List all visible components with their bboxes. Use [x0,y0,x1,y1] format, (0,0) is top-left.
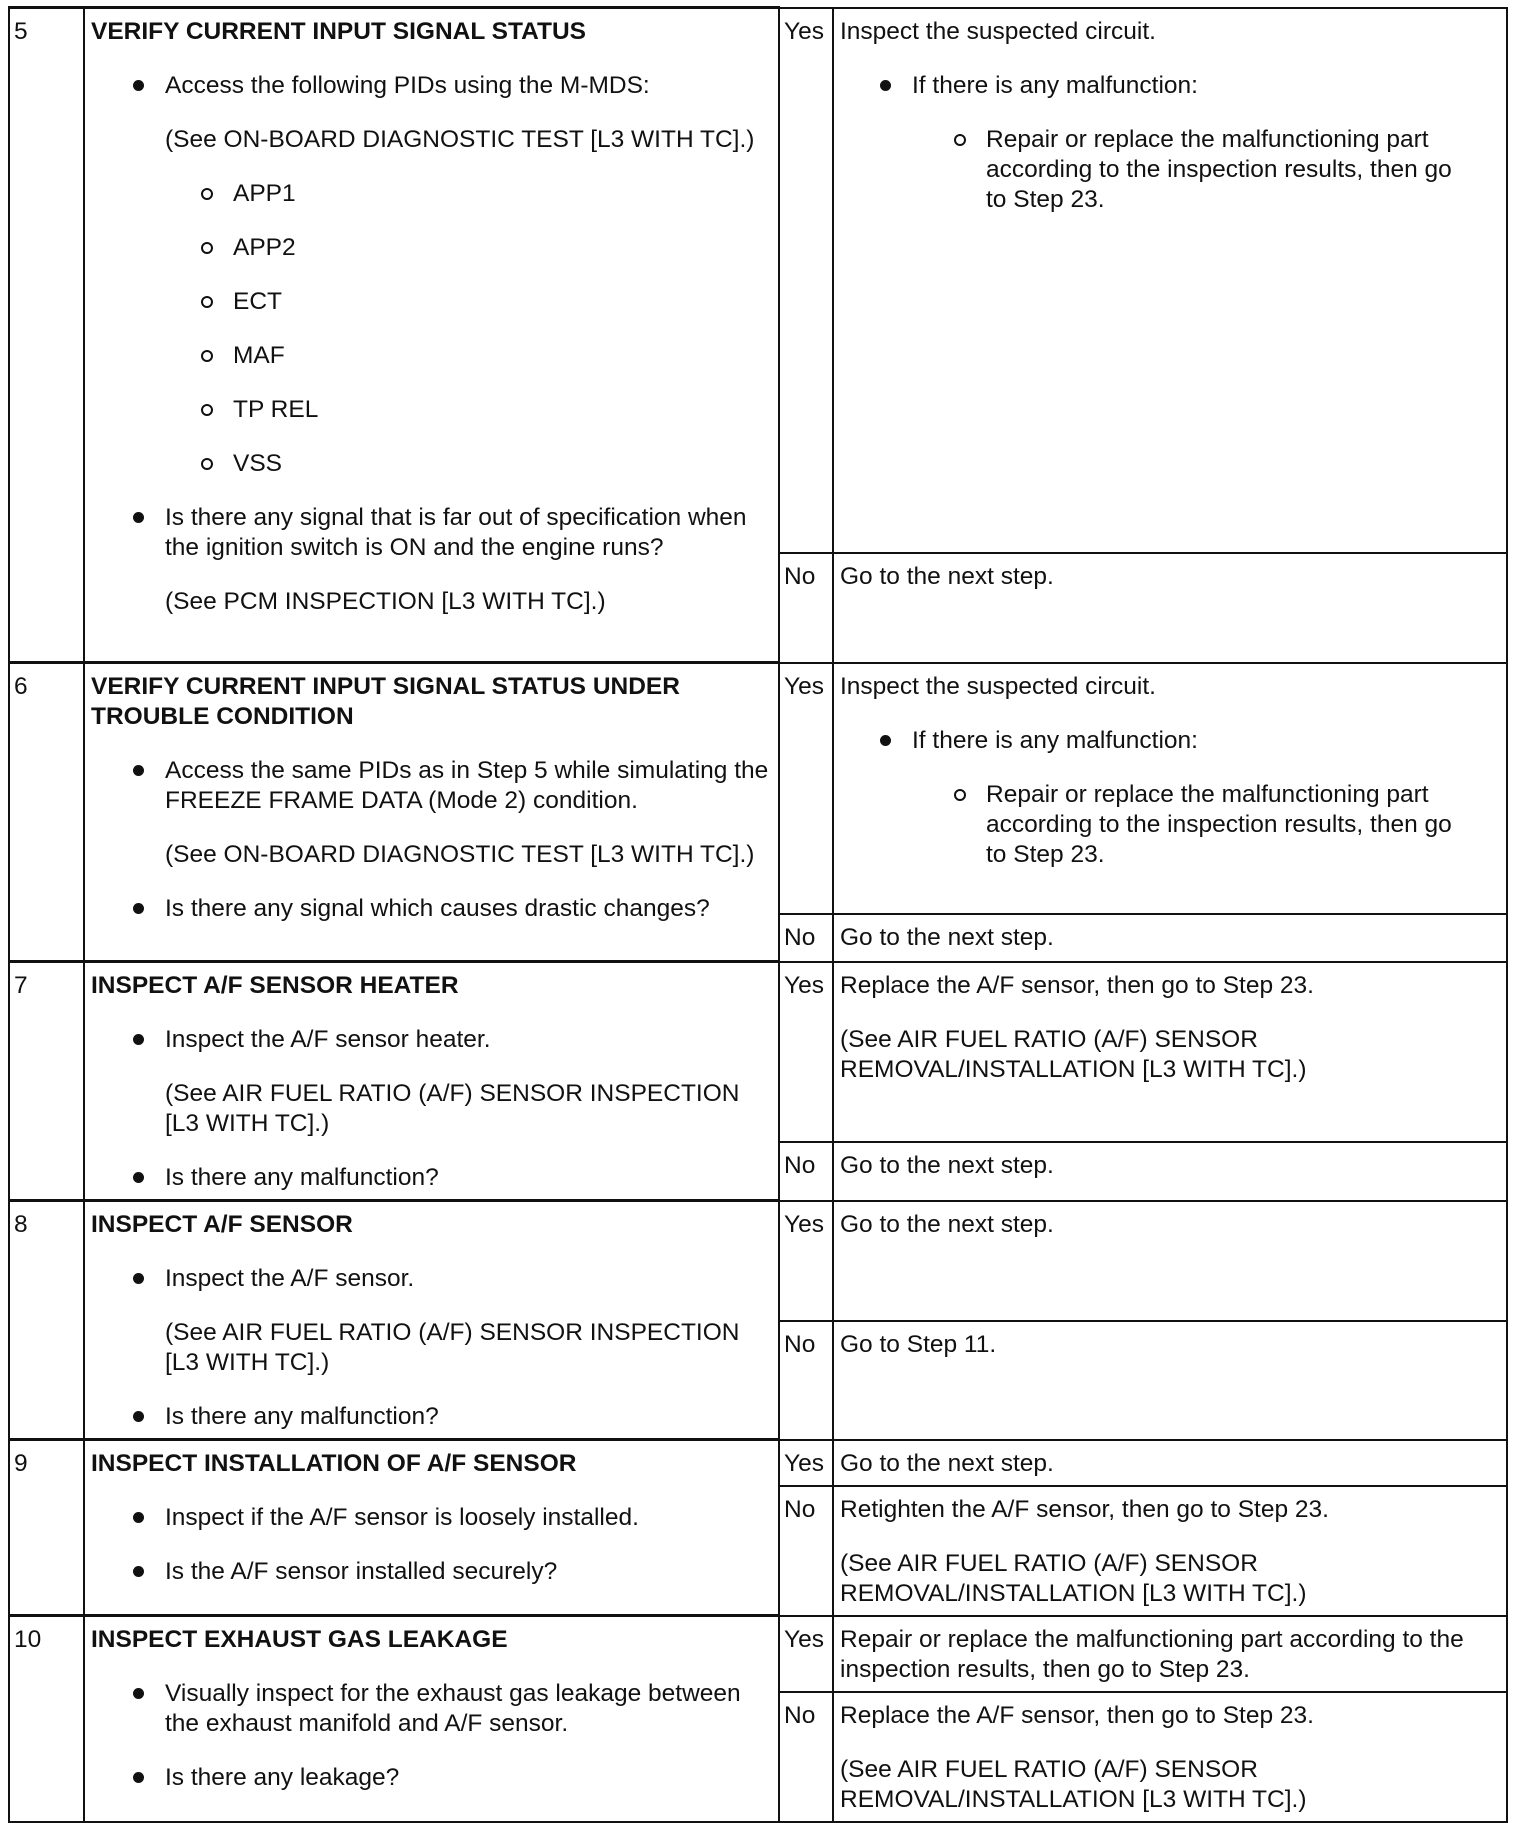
reference-note: (See AIR FUEL RATIO (A/F) SENSOR INSPECTION [L3 WITH TC].) [165,1319,740,1376]
bullet-circle-icon [201,458,213,470]
bullet-dot-icon [880,80,891,91]
action-list [91,1025,772,1193]
action-text: Inspect if the A/F sensor is loosely installed. [165,1504,639,1531]
action-item [131,503,772,617]
pid-item [201,233,772,263]
step-procedure [84,8,779,663]
reference-note: (See PCM INSPECTION [L3 WITH TC].) [165,588,606,615]
bullet-dot-icon [133,1273,144,1284]
action-text: Is there any signal that is far out of specification when the ignition switch is ON and the engine runs? [165,504,747,561]
step-8-row [9,1201,1507,1322]
answer-no-label: No [779,1692,833,1822]
step-title: INSPECT A/F SENSOR HEATER [91,972,459,999]
action-text: Is the A/F sensor installed securely? [165,1558,558,1585]
action-text: Inspect the A/F sensor. [165,1265,415,1292]
pid-label: TP REL [233,396,319,423]
result-list [840,71,1500,215]
result-item [880,71,1500,215]
action-item [131,1163,772,1193]
bullet-dot-icon [133,903,144,914]
result-list [840,726,1500,870]
action-item [131,1025,772,1139]
answer-no-action: Go to the next step. [833,914,1507,962]
action-item [131,756,772,870]
pid-item [201,395,772,425]
bullet-dot-icon [133,1566,144,1577]
pid-item [201,287,772,317]
answer-yes-action [833,8,1507,553]
pid-label: APP1 [233,180,296,207]
reference-note: (See AIR FUEL RATIO (A/F) SENSOR REMOVAL/INSTALLATION [L3 WITH TC].) [840,1025,1307,1083]
bullet-dot-icon [133,1512,144,1523]
step-number: 6 [9,663,84,962]
answer-no-action: Go to the next step. [833,553,1507,663]
action-list [91,71,772,617]
answer-yes-action: Go to the next step. [833,1440,1507,1486]
answer-yes-label: Yes [779,8,833,553]
bullet-circle-icon [201,188,213,200]
pid-item [201,449,772,479]
pid-label: MAF [233,342,285,369]
result-text: Replace the A/F sensor, then go to Step 23. [840,1701,1314,1729]
pid-label: ECT [233,288,282,315]
pid-label: VSS [233,450,283,477]
result-item [880,726,1500,870]
step-7-row [9,962,1507,1142]
action-text: Access the following PIDs using the M-MDS: [165,72,650,99]
step-title: VERIFY CURRENT INPUT SIGNAL STATUS [91,18,587,45]
bullet-dot-icon [133,1772,144,1783]
step-5-row [9,8,1507,553]
pid-label: APP2 [233,234,296,261]
answer-no-action: Go to Step 11. [833,1321,1507,1440]
step-number: 8 [9,1201,84,1440]
result-subitem [954,780,1500,870]
answer-yes-action [833,663,1507,914]
bullet-circle-icon [954,789,966,801]
step-procedure [84,1201,779,1440]
action-item [131,1402,772,1432]
bullet-dot-icon [133,512,144,523]
step-number: 7 [9,962,84,1201]
bullet-circle-icon [954,134,966,146]
action-text: Is there any malfunction? [165,1403,439,1430]
result-subitem [954,125,1500,215]
step-procedure [84,663,779,962]
answer-yes-label: Yes [779,1440,833,1486]
answer-yes-label: Yes [779,962,833,1142]
bullet-circle-icon [201,242,213,254]
bullet-dot-icon [133,1172,144,1183]
action-text: Access the same PIDs as in Step 5 while simulating the FREEZE FRAME DATA (Mode 2) condition. [165,757,769,814]
action-item [131,1557,772,1587]
action-item [131,1503,772,1533]
bullet-circle-icon [201,296,213,308]
answer-no-label: No [779,553,833,663]
diagnostic-procedure-table [8,6,1508,1823]
bullet-circle-icon [201,404,213,416]
action-text: Is there any signal which causes drastic changes? [165,895,710,922]
result-subtext: Repair or replace the malfunctioning part according to the inspection results, then go to Step 23. [986,125,1452,213]
action-text: Is there any leakage? [165,1764,400,1791]
action-text: Visually inspect for the exhaust gas leakage between the exhaust manifold and A/F sensor. [165,1680,741,1737]
action-text: Inspect the A/F sensor heater. [165,1026,491,1053]
step-procedure [84,1440,779,1616]
step-procedure [84,962,779,1201]
step-title: INSPECT INSTALLATION OF A/F SENSOR [91,1450,577,1477]
action-list [91,1264,772,1432]
result-text: Replace the A/F sensor, then go to Step 23. [840,971,1314,999]
action-list [91,756,772,924]
reference-note: (See ON-BOARD DIAGNOSTIC TEST [L3 WITH TC].) [165,126,755,153]
answer-no-action [833,1486,1507,1616]
result-text: Inspect the suspected circuit. [840,17,1156,45]
result-condition: If there is any malfunction: [912,71,1198,99]
bullet-circle-icon [201,350,213,362]
result-sublist [912,780,1500,870]
answer-yes-action [833,962,1507,1142]
answer-yes-label: Yes [779,663,833,914]
answer-yes-label: Yes [779,1616,833,1692]
reference-note: (See AIR FUEL RATIO (A/F) SENSOR INSPECTION [L3 WITH TC].) [165,1080,740,1137]
bullet-dot-icon [133,1411,144,1422]
action-list [91,1679,772,1793]
answer-no-label: No [779,1486,833,1616]
step-title: VERIFY CURRENT INPUT SIGNAL STATUS UNDER TROUBLE CONDITION [91,673,680,730]
answer-no-label: No [779,914,833,962]
answer-no-label: No [779,1321,833,1440]
bullet-dot-icon [133,1034,144,1045]
step-10-row [9,1616,1507,1692]
action-item [131,1763,772,1793]
answer-no-label: No [779,1142,833,1201]
action-item [131,894,772,924]
bullet-dot-icon [880,735,891,746]
step-number: 10 [9,1616,84,1822]
pid-item [201,179,772,209]
answer-yes-action: Go to the next step. [833,1201,1507,1322]
step-title: INSPECT EXHAUST GAS LEAKAGE [91,1626,508,1653]
reference-note: (See AIR FUEL RATIO (A/F) SENSOR REMOVAL/INSTALLATION [L3 WITH TC].) [840,1755,1307,1813]
step-9-row [9,1440,1507,1486]
pid-list [165,179,772,479]
result-sublist [912,125,1500,215]
reference-note: (See AIR FUEL RATIO (A/F) SENSOR REMOVAL/INSTALLATION [L3 WITH TC].) [840,1549,1307,1607]
action-item [131,1264,772,1378]
result-condition: If there is any malfunction: [912,726,1198,754]
step-title: INSPECT A/F SENSOR [91,1211,353,1238]
reference-note: (See ON-BOARD DIAGNOSTIC TEST [L3 WITH TC].) [165,841,755,868]
step-number: 5 [9,8,84,663]
result-text: Retighten the A/F sensor, then go to Step 23. [840,1495,1329,1523]
action-list [91,1503,772,1587]
step-procedure [84,1616,779,1822]
action-text: Is there any malfunction? [165,1164,439,1191]
pid-item [201,341,772,371]
action-item [131,71,772,479]
bullet-dot-icon [133,765,144,776]
step-6-row [9,663,1507,914]
result-text: Inspect the suspected circuit. [840,672,1156,700]
answer-yes-action: Repair or replace the malfunctioning part according to the inspection results, then go to Step 23. [833,1616,1507,1692]
bullet-dot-icon [133,1688,144,1699]
answer-no-action [833,1692,1507,1822]
step-number: 9 [9,1440,84,1616]
result-subtext: Repair or replace the malfunctioning part according to the inspection results, then go to Step 23. [986,780,1452,868]
answer-no-action: Go to the next step. [833,1142,1507,1201]
bullet-dot-icon [133,80,144,91]
answer-yes-label: Yes [779,1201,833,1322]
action-item [131,1679,772,1739]
